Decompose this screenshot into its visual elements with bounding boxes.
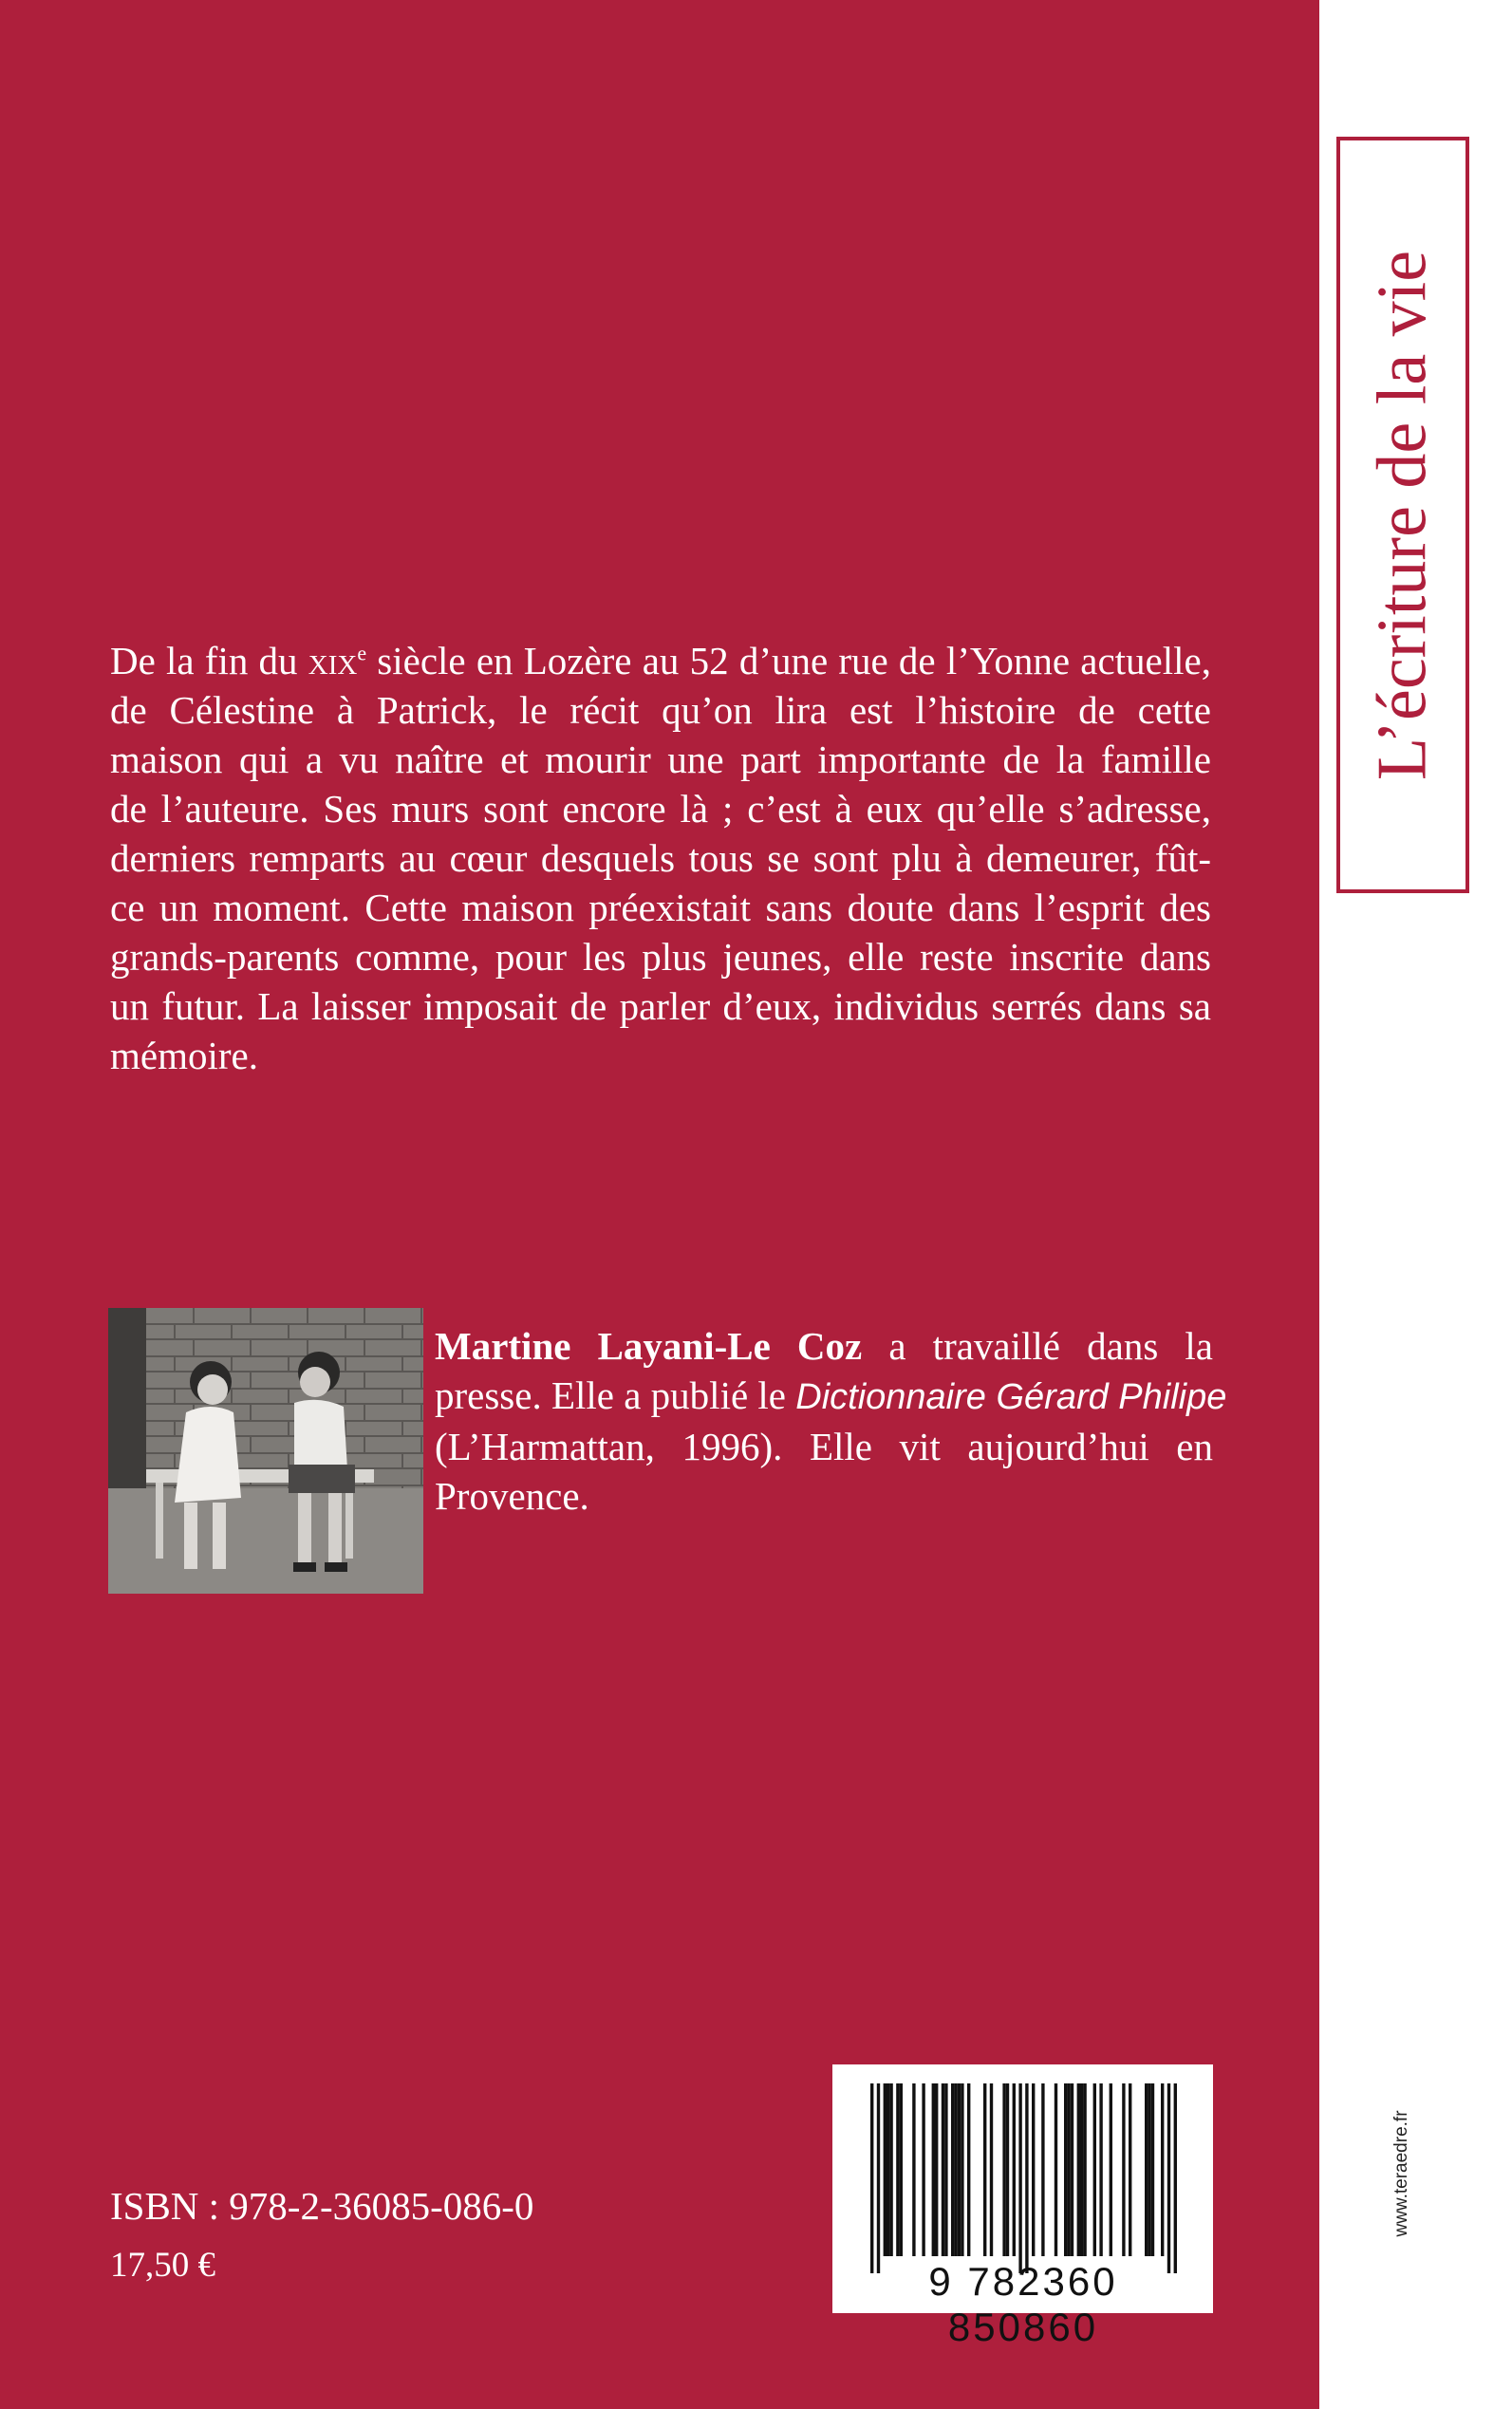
barcode-bar bbox=[1025, 2083, 1028, 2273]
barcode-bar bbox=[944, 2083, 947, 2256]
barcode-bar bbox=[1080, 2083, 1083, 2256]
barcode bbox=[832, 2064, 1213, 2349]
barcode-bar bbox=[870, 2083, 873, 2273]
bio-line: Provence. bbox=[435, 1474, 589, 1518]
barcode-bar bbox=[1151, 2083, 1154, 2256]
barcode-bar bbox=[990, 2083, 993, 2256]
price: 17,50 € bbox=[110, 2246, 215, 2285]
barcode-bar bbox=[1064, 2083, 1067, 2256]
barcode-bar bbox=[1161, 2083, 1164, 2256]
barcode-bar bbox=[1145, 2083, 1148, 2256]
barcode-bar bbox=[887, 2083, 889, 2256]
barcode-bar bbox=[912, 2083, 915, 2256]
barcode-bar bbox=[1006, 2083, 1009, 2256]
bio-line: (L’Harmattan, 1996). Elle vit aujourd’hui en bbox=[435, 1425, 1213, 1468]
bio-line: presse. Elle a publié le Dictionnaire Gérard Philipe bbox=[435, 1373, 1227, 1417]
blurb-line: mémoire. bbox=[110, 1034, 258, 1077]
author-bio bbox=[435, 1321, 1227, 1521]
blurb-paragraph bbox=[110, 636, 1211, 1080]
barcode-bar bbox=[1099, 2083, 1102, 2256]
barcode-bar bbox=[1018, 2083, 1021, 2273]
book-title: Dictionnaire Gérard Philipe bbox=[795, 1377, 1227, 1417]
series-title-box bbox=[1336, 137, 1469, 893]
barcode-bar bbox=[932, 2083, 935, 2256]
century-numeral: xix bbox=[308, 639, 358, 682]
blurb-line: de l’auteure. Ses murs sont encore là ; c’est à eux qu’elle s’adresse, bbox=[110, 787, 1211, 831]
barcode-bar bbox=[1110, 2083, 1112, 2256]
barcode-bar bbox=[1167, 2083, 1170, 2273]
barcode-bar bbox=[1129, 2083, 1131, 2256]
blurb-line: de Célestine à Patrick, le récit qu’on lira est l’histoire de cette bbox=[110, 688, 1211, 732]
barcode-bar bbox=[1093, 2083, 1096, 2256]
barcode-bar bbox=[1032, 2083, 1035, 2256]
barcode-bar bbox=[1174, 2083, 1177, 2273]
barcode-bar bbox=[958, 2083, 961, 2256]
barcode-bar bbox=[1067, 2083, 1070, 2256]
author-name: Martine Layani-Le Coz bbox=[435, 1324, 863, 1368]
barcode-bar bbox=[942, 2083, 944, 2256]
blurb-line: derniers remparts au cœur desquels tous se sont plu à demeurer, fût- bbox=[110, 836, 1211, 880]
barcode-bar bbox=[896, 2083, 899, 2256]
barcode-bar bbox=[1002, 2083, 1005, 2256]
barcode-bar bbox=[884, 2083, 887, 2256]
barcode-bar bbox=[951, 2083, 954, 2256]
barcode-bar bbox=[1083, 2083, 1086, 2256]
barcode-bar bbox=[1122, 2083, 1125, 2256]
barcode-bar bbox=[1013, 2083, 1016, 2256]
bio-line: Martine Layani-Le Coz a travaillé dans la bbox=[435, 1324, 1213, 1368]
barcode-bar bbox=[1041, 2083, 1044, 2256]
century-superscript: e bbox=[357, 641, 367, 665]
publisher-website: www.teraedre.fr bbox=[1391, 2110, 1411, 2237]
barcode-bar bbox=[900, 2083, 903, 2256]
blurb-line: grands-parents comme, pour les plus jeunes, elle reste inscrite dans bbox=[110, 935, 1211, 979]
series-title: L’écriture de la vie bbox=[1363, 250, 1442, 780]
barcode-bar bbox=[954, 2083, 957, 2256]
barcode-bar bbox=[1071, 2083, 1073, 2256]
barcode-bar bbox=[1055, 2083, 1057, 2256]
blurb-line: ce un moment. Cette maison préexistait sans doute dans l’esprit des bbox=[110, 886, 1211, 929]
barcode-bar bbox=[935, 2083, 938, 2256]
blurb-line: maison qui a vu naître et mourir une part importante de la famille bbox=[110, 738, 1211, 781]
barcode-bar bbox=[967, 2083, 970, 2256]
author-childhood-photo bbox=[108, 1308, 423, 1594]
barcode-bar bbox=[889, 2083, 892, 2256]
barcode-bar bbox=[961, 2083, 963, 2256]
barcode-bar bbox=[1148, 2083, 1150, 2256]
blurb-line: un futur. La laisser imposait de parler d’eux, individus serrés dans sa bbox=[110, 984, 1211, 1028]
barcode-bar bbox=[922, 2083, 924, 2256]
barcode-digits: 9 782360 850860 bbox=[928, 2259, 1118, 2349]
isbn: ISBN : 978-2-36085-086-0 bbox=[110, 2184, 534, 2228]
barcode-bar bbox=[877, 2083, 880, 2273]
barcode-bar bbox=[983, 2083, 986, 2256]
blurb-line: De la fin du xix$^e$ siècle en Lozère au 52 d’une rue de l’Yonne actuelle, bbox=[110, 639, 1211, 682]
barcode-bar bbox=[1077, 2083, 1080, 2256]
